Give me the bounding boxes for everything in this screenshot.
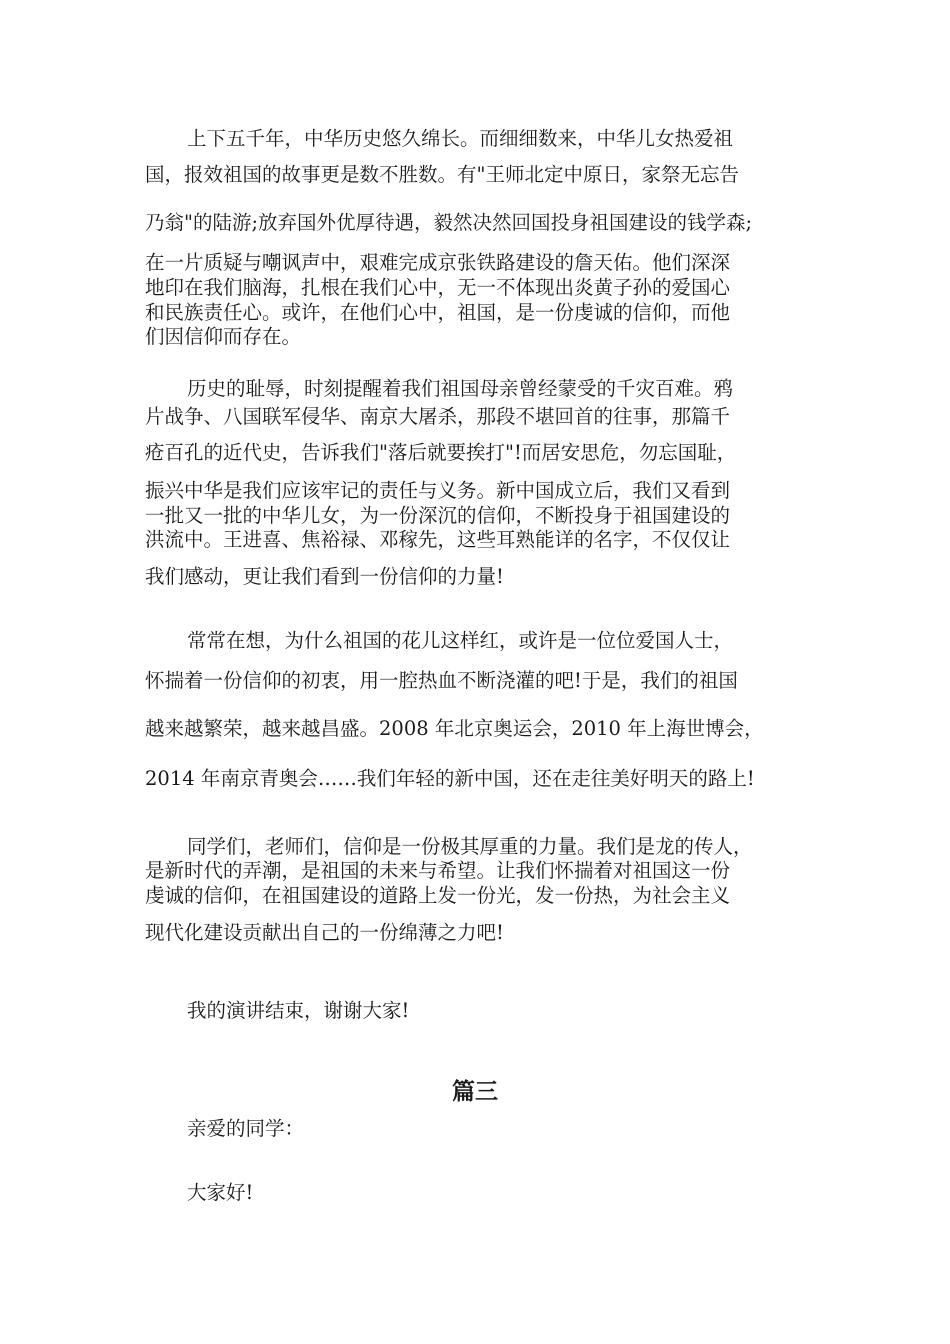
text-line: 一批又一批的中华儿女，为一份深沉的信仰，不断投身于祖国建设的 bbox=[145, 504, 731, 527]
text-line: 乃翁"的陆游;放弃国外优厚待遇，毅然决然回国投身祖国建设的钱学森; bbox=[145, 211, 753, 234]
section-title: 篇三 bbox=[452, 1079, 498, 1105]
greeting: 亲爱的同学： bbox=[187, 1117, 305, 1140]
text-line: 怀揣着一份信仰的初衷，用一腔热血不断浇灌的吧!于是，我们的祖国 bbox=[145, 669, 738, 692]
text-line: 在一片质疑与嘲讽声中，艰难完成京张铁路建设的詹天佑。他们深深 bbox=[145, 251, 731, 274]
text-line: 振兴中华是我们应该牢记的责任与义务。新中国成立后，我们又看到 bbox=[145, 479, 731, 502]
text-line: 常常在想，为什么祖国的花儿这样红，或许是一位位爱国人士， bbox=[187, 629, 734, 652]
text-line: 现代化建设贡献出自己的一份绵薄之力吧! bbox=[145, 921, 504, 944]
text-line: 和民族责任心。或许，在他们心中，祖国，是一份虔诚的信仰，而他 bbox=[145, 301, 731, 324]
text-line: 们因信仰而存在。 bbox=[145, 325, 302, 348]
text-line: 历史的耻辱，时刻提醒着我们祖国母亲曾经蒙受的千灾百难。鸦 bbox=[187, 377, 734, 400]
text-line: 虔诚的信仰，在祖国建设的道路上发一份光，发一份热，为社会主义 bbox=[145, 884, 731, 907]
text-line: 片战争、八国联军侵华、南京大屠杀，那段不堪回首的往事，那篇千 bbox=[145, 405, 731, 428]
text-line: 2014 年南京青奥会……我们年轻的新中国，还在走往美好明天的路上! bbox=[145, 767, 755, 790]
text-line: 是新时代的弄潮，是祖国的未来与希望。让我们怀揣着对祖国这一份 bbox=[145, 859, 731, 882]
text-line: 上下五千年，中华历史悠久绵长。而细细数来，中华儿女热爱祖 bbox=[187, 127, 734, 150]
text-line: 国，报效祖国的故事更是数不胜数。有"王师北定中原日，家祭无忘告 bbox=[145, 163, 739, 186]
text-line: 洪流中。王进喜、焦裕禄、邓稼先，这些耳熟能详的名字，不仅仅让 bbox=[145, 528, 731, 551]
text-line: 同学们，老师们，信仰是一份极其厚重的力量。我们是龙的传人， bbox=[187, 835, 753, 858]
text-line: 地印在我们脑海，扎根在我们心中，无一不体现出炎黄子孙的爱国心 bbox=[145, 276, 731, 299]
hello-line: 大家好! bbox=[187, 1181, 254, 1204]
text-line: 疮百孔的近代史，告诉我们"落后就要挨打"!而居安思危，勿忘国耻， bbox=[145, 441, 737, 464]
text-line: 我的演讲结束，谢谢大家! bbox=[187, 999, 410, 1022]
text-line: 我们感动，更让我们看到一份信仰的力量! bbox=[145, 565, 504, 588]
text-line: 越来越繁荣，越来越昌盛。2008 年北京奥运会，2010 年上海世博会， bbox=[145, 717, 764, 740]
